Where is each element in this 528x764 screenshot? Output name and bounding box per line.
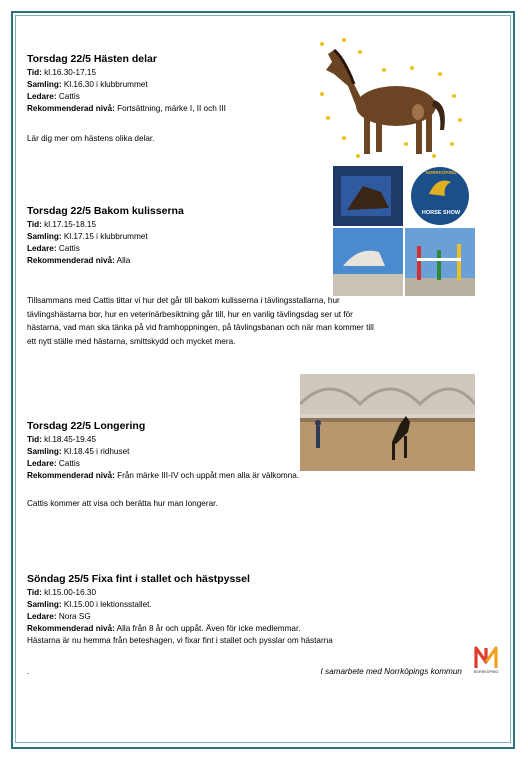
event-level: Rekommenderad nivå: Alla från 8 år och uppåt. Även för icke medlemmar. xyxy=(27,624,301,633)
horse-anatomy-image xyxy=(314,34,470,162)
event-title: Torsdag 22/5 Longering xyxy=(27,420,146,432)
event-level: Rekommenderad nivå: Alla xyxy=(27,256,131,265)
event-meeting: Samling: Kl.16.30 i klubbrummet xyxy=(27,80,148,89)
event-time: Tid: kl.17.15-18.15 xyxy=(27,220,97,229)
event-meeting: Samling: Kl.17.15 i klubbrummet xyxy=(27,232,148,241)
event-bakom-kulisserna xyxy=(27,205,307,267)
event-fixa-fint xyxy=(27,573,333,647)
event-title: Söndag 25/5 Fixa fint i stallet och hästpyssel xyxy=(27,573,250,585)
event-leader: Ledare: Nora SG xyxy=(27,612,91,621)
event-haste-delar xyxy=(27,53,307,115)
event-description: Lär dig mer om hästens olika delar. xyxy=(27,134,155,143)
logo-caption: NORRKÖPING xyxy=(473,670,499,674)
event-leader: Ledare: Cattis xyxy=(27,92,80,101)
event-title: Torsdag 22/5 Bakom kulisserna xyxy=(27,205,184,217)
event-time: Tid: kl.18.45-19.45 xyxy=(27,435,97,444)
event-description: Cattis kommer att visa och berätta hur man longerar. xyxy=(27,499,218,508)
event-leader: Ledare: Cattis xyxy=(27,244,80,253)
logo-text-bottom: HORSE SHOW xyxy=(421,210,461,216)
event-leader: Ledare: Cattis xyxy=(27,459,80,468)
event-time: Tid: kl.16.30-17.15 xyxy=(27,68,97,77)
footer-cooperation-text: I samarbete med Norrköpings kommun xyxy=(320,667,462,676)
logo-text-top: NORRKÖPING xyxy=(425,170,457,175)
norrkoping-logo xyxy=(470,644,502,678)
event-meeting: Samling: Kl.15.00 i lektionsstallet. xyxy=(27,600,152,609)
event-level: Rekommenderad nivå: Fortsättning, märke I, II och III xyxy=(27,104,226,113)
event-longering xyxy=(27,420,307,482)
footer-dot: . xyxy=(27,667,30,676)
event-time: Tid: kl.15.00-16.30 xyxy=(27,588,97,597)
event-meeting: Samling: Kl.18.45 i ridhuset xyxy=(27,447,130,456)
event-title: Torsdag 22/5 Hästen delar xyxy=(27,53,157,65)
longering-photo xyxy=(300,374,475,471)
event-description: Tillsammans med Cattis tittar vi hur det går till bakom kulisserna i tävlingsstallarna, hur tävlingshästarna bor, hur en veterinärbesiktning går till, hur en vanlig tävlingsdag ser ut för hästarna, vad man ska tänka på vid framhoppningen, på tävlingsbanan och när man kommer till ett nytt ställe med hästarna, smittskydd och mycket mera. xyxy=(27,296,374,346)
event-description: Hästarna är nu hemma från beteshagen, vi fixar fint i stallet och pysslar om hästarna xyxy=(27,636,333,645)
horse-show-collage xyxy=(333,166,475,296)
event-level: Rekommenderad nivå: Från märke III-IV och uppåt men alla är välkomna. xyxy=(27,471,300,480)
